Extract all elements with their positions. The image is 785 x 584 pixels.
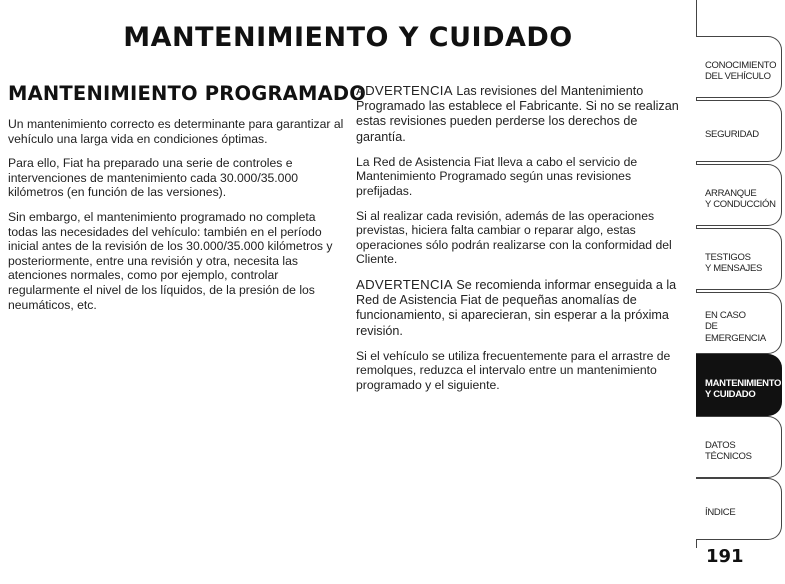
tab-datos-tecnicos[interactable] bbox=[696, 416, 782, 478]
tab-testigos[interactable] bbox=[696, 228, 782, 290]
paragraph: Sin embargo, el mantenimiento programado no completa todas las necesidades del vehículo: también en el período inicial antes de la revisión de los 30.000/35.000 kilómetros y posteriormente, entre una revisión y otra, necesita las atenciones normales, como por ejemplo, controlar regularmente el nivel de los líquidos, de la presión de los neumáticos, etc. bbox=[8, 209, 333, 312]
page-header: MANTENIMIENTO Y CUIDADO bbox=[123, 22, 573, 53]
paragraph: Si al realizar cada revisión, además de las operaciones previstas, hiciera falta cambiar o reparar algo, estas operaciones sólo podrán realizarse con la conformidad del Cliente. bbox=[356, 208, 672, 267]
section-title: MANTENIMIENTO PROGRAMADO bbox=[8, 82, 367, 105]
left-column bbox=[8, 117, 344, 322]
tab-arranque[interactable] bbox=[696, 164, 782, 226]
tab-seguridad[interactable] bbox=[696, 100, 782, 162]
tab-label: MANTENIMIENTO Y CUIDADO bbox=[705, 377, 782, 400]
warning-text: Las revisiones del Mantenimiento Programado las establece el Fabricante. Si no se realizan estas revisiones pueden perderse los derechos de garantía. bbox=[356, 84, 679, 144]
tab-emergencia[interactable] bbox=[696, 292, 782, 354]
tab-label: CONOCIMIENTO DEL VEHÍCULO bbox=[705, 59, 777, 82]
tab-label: TESTIGOS Y MENSAJES bbox=[705, 251, 763, 274]
tab-label: ÍNDICE bbox=[705, 507, 736, 519]
tab-mantenimiento[interactable] bbox=[696, 354, 782, 416]
tab-label: SEGURIDAD bbox=[705, 129, 759, 141]
tab-conocimiento[interactable] bbox=[696, 36, 782, 98]
paragraph: La Red de Asistencia Fiat lleva a cabo el servicio de Mantenimiento Programado según unas revisiones prefijadas. bbox=[356, 154, 638, 198]
warning-label: ADVERTENCIA bbox=[356, 276, 453, 292]
paragraph: Si el vehículo se utiliza frecuentemente para el arrastre de remolques, reduzca el intervalo entre un mantenimiento programado y el siguiente. bbox=[356, 348, 671, 392]
warning-text: Se recomienda informar enseguida a la Red de Asistencia Fiat de pequeñas anomalías de funcionamiento, si aparecieran, sin esperar a la próxima revisión. bbox=[356, 277, 677, 338]
page-number: 191 bbox=[706, 546, 744, 567]
warning-block bbox=[356, 83, 686, 145]
tab-label: EN CASO DE EMERGENCIA bbox=[705, 309, 766, 344]
warning-block bbox=[356, 277, 686, 339]
paragraph: Un mantenimiento correcto es determinante para garantizar al vehículo una larga vida en condiciones óptimas. bbox=[8, 117, 344, 146]
paragraph: Para ello, Fiat ha preparado una serie de controles e intervenciones de mantenimiento cada 30.000/35.000 kilómetros (en función de las versiones). bbox=[8, 156, 298, 200]
warning-label: ADVERTENCIA bbox=[356, 83, 453, 98]
tab-label: ARRANQUE Y CONDUCCIÓN bbox=[705, 187, 776, 210]
right-column bbox=[356, 83, 686, 403]
tab-label: DATOS TÉCNICOS bbox=[705, 439, 752, 462]
tab-indice[interactable] bbox=[696, 478, 782, 540]
chapter-tabs bbox=[696, 0, 785, 584]
